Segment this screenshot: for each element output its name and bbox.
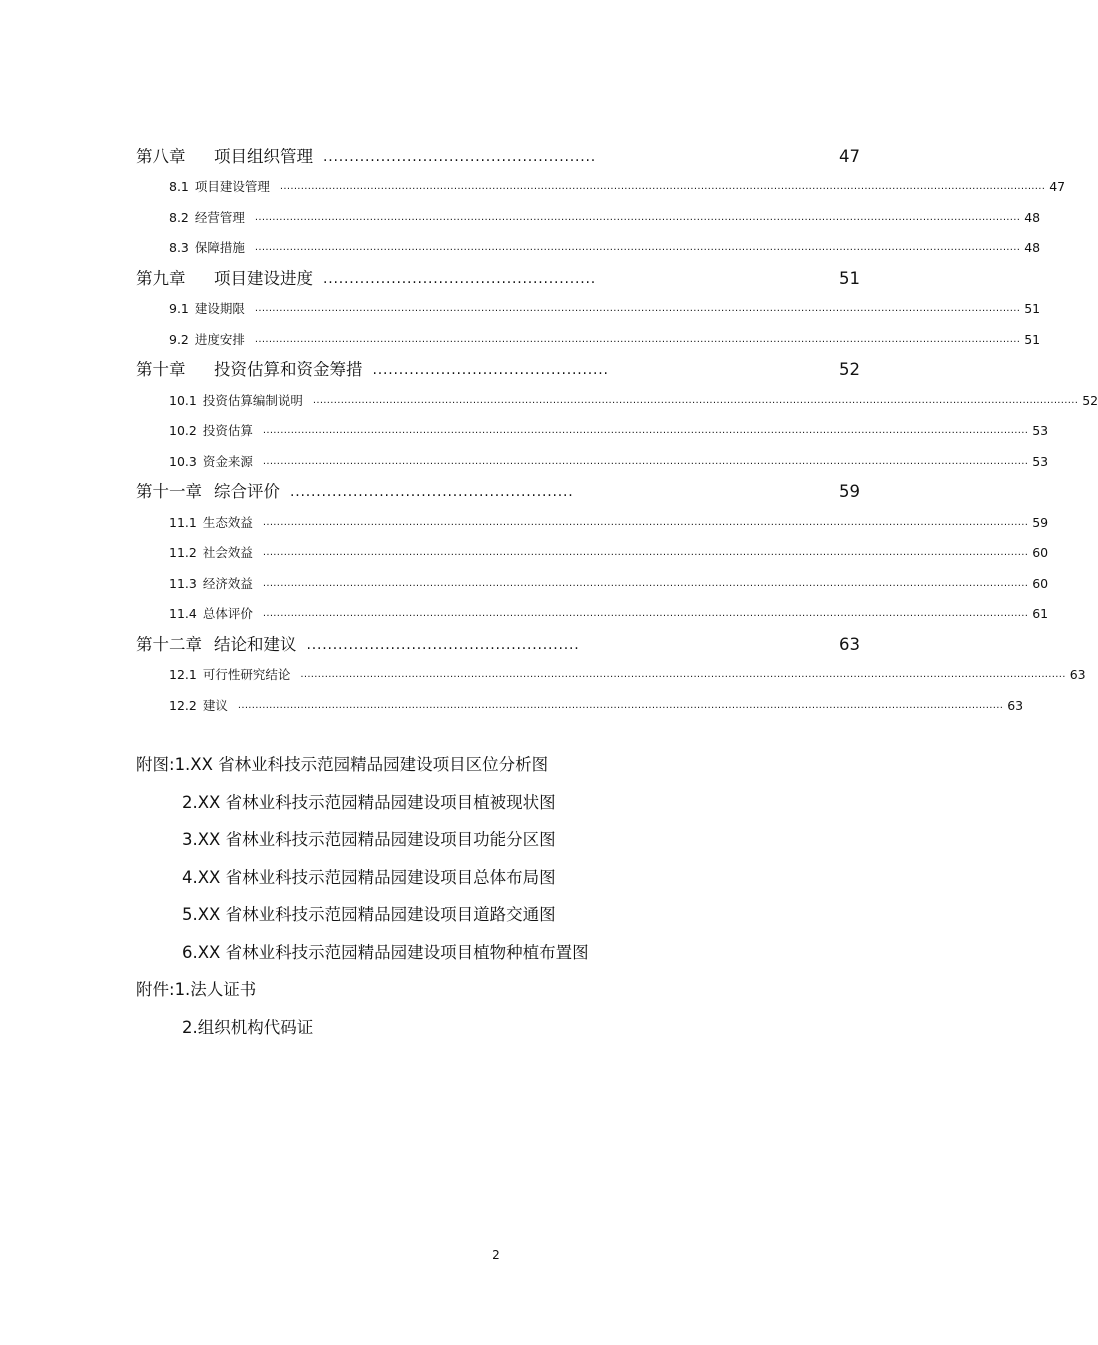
toc-entry-title: 社会效益 [202, 545, 253, 560]
toc-entry-number: 11.2 [169, 545, 197, 560]
toc-entry-title: 综合评价 [214, 482, 280, 501]
toc-entry-title: 投资估算编制说明 [202, 392, 303, 408]
toc-entry-title: 项目组织管理 [214, 146, 313, 166]
toc-entry-page: 51 [1024, 301, 1041, 316]
toc-entry-number: 11.3 [169, 575, 197, 591]
toc-section-entry[interactable] [136, 446, 1049, 477]
toc-section-entry[interactable] [136, 233, 1041, 264]
toc-leader-dots: ............................................................................................................................................................................................................................ [262, 516, 1029, 528]
toc-leader-dots: .................................................... [323, 148, 597, 165]
appendix-item-text: 2.XX 省林业科技示范园精品园建设项目植被现状图 [182, 792, 556, 812]
toc-entry-page: 60 [1032, 575, 1049, 591]
toc-entry-number: 12.2 [169, 697, 197, 713]
toc-entry-title: 建议 [202, 697, 228, 713]
toc-section-entry[interactable] [136, 416, 1049, 447]
appendix-item-text: 1.法人证书 [174, 980, 257, 999]
toc-section-entry[interactable] [136, 385, 1098, 416]
appendix-label: 附图: [136, 755, 175, 774]
appendix-attachment-item [136, 973, 836, 1011]
appendix-figure-item [136, 823, 836, 861]
appendix-item-text: 3.XX 省林业科技示范园精品园建设项目功能分区图 [182, 830, 556, 849]
toc-leader-dots: ............................................................................................................................................................................................................................ [254, 211, 1021, 223]
toc-entry-number: 11.4 [169, 606, 197, 621]
toc-section-entry[interactable] [136, 507, 1049, 538]
toc-entry-page: 63 [1007, 697, 1024, 713]
toc-section-entry[interactable] [136, 568, 1049, 599]
toc-entry-title: 保障措施 [194, 240, 245, 255]
toc-leader-dots: ............................................................................................................................................................................................................................ [300, 669, 1066, 680]
toc-entry-page: 61 [1032, 606, 1049, 621]
toc-section-entry[interactable] [136, 660, 1086, 691]
appendix-figure-item [136, 898, 836, 936]
toc-entry-title: 资金来源 [202, 453, 253, 469]
toc-leader-dots: ............................................................................................................................................................................................................................ [237, 699, 1004, 711]
toc-entry-number: 第十章 [136, 360, 186, 379]
toc-chapter-entry[interactable] [136, 263, 860, 294]
appendix-label: 附件: [136, 980, 175, 999]
toc-chapter-entry[interactable] [136, 355, 860, 386]
toc-entry-title: 项目建设管理 [194, 179, 270, 194]
toc-entry-title: 建设期限 [194, 301, 245, 316]
toc-leader-dots: ............................................................................................................................................................................................................................ [262, 577, 1029, 589]
toc-entry-number: 8.3 [169, 240, 189, 255]
toc-entry-title: 经济效益 [202, 575, 253, 591]
toc-entry-page: 47 [1049, 179, 1066, 194]
toc-leader-dots: ............................................................................................................................................................................................................................ [254, 333, 1021, 345]
toc-entry-number: 12.1 [169, 667, 197, 682]
toc-entry-title: 投资估算和资金筹措 [214, 360, 363, 379]
toc-leader-dots: ............................................................................................................................................................................................................................ [312, 394, 1079, 406]
toc-chapter-entry[interactable] [136, 477, 860, 508]
toc-entry-number: 8.1 [169, 179, 189, 194]
toc-leader-dots: ............................................................................................................................................................................................................................ [254, 303, 1021, 314]
toc-entry-page: 48 [1024, 209, 1041, 225]
toc-entry-page: 59 [839, 482, 860, 501]
toc-entry-page: 63 [1069, 667, 1086, 682]
toc-entry-title: 项目建设进度 [214, 268, 313, 288]
toc-leader-dots: ............................................................................................................................................................................................................................ [262, 608, 1029, 619]
toc-section-entry[interactable] [136, 324, 1041, 355]
appendix-item-text: 1.XX 省林业科技示范园精品园建设项目区位分析图 [174, 755, 549, 774]
table-of-contents [136, 141, 1098, 721]
toc-entry-number: 第十一章 [136, 482, 202, 501]
toc-entry-page: 51 [839, 268, 860, 288]
toc-entry-number: 第十二章 [136, 634, 202, 654]
toc-leader-dots: ............................................................................................................................................................................................................................ [279, 181, 1046, 192]
toc-leader-dots: ............................................................................................................................................................................................................................ [254, 242, 1021, 253]
toc-leader-dots: ............................................................................................................................................................................................................................ [262, 425, 1029, 436]
toc-entry-page: 47 [839, 146, 860, 166]
toc-chapter-entry[interactable] [136, 141, 860, 172]
toc-entry-title: 总体评价 [202, 606, 253, 621]
toc-section-entry[interactable] [136, 202, 1041, 233]
toc-entry-number: 9.1 [169, 301, 189, 316]
toc-entry-page: 51 [1024, 331, 1041, 347]
toc-entry-page: 53 [1032, 453, 1049, 469]
toc-entry-title: 生态效益 [202, 514, 253, 530]
toc-entry-number: 第八章 [136, 146, 186, 166]
appendix-item-text: 6.XX 省林业科技示范园精品园建设项目植物种植布置图 [182, 942, 589, 962]
appendix-list [136, 748, 836, 1048]
toc-section-entry[interactable] [136, 538, 1049, 569]
appendix-item-text: 5.XX 省林业科技示范园精品园建设项目道路交通图 [182, 905, 556, 924]
toc-entry-title: 经营管理 [194, 209, 245, 225]
toc-section-entry[interactable] [136, 172, 1066, 203]
toc-section-entry[interactable] [136, 599, 1049, 630]
toc-leader-dots: .................................................... [323, 270, 597, 287]
toc-entry-page: 60 [1032, 545, 1049, 560]
toc-entry-title: 结论和建议 [214, 634, 297, 654]
toc-entry-number: 10.2 [169, 423, 197, 438]
toc-entry-number: 10.1 [169, 392, 197, 408]
toc-entry-number: 11.1 [169, 514, 197, 530]
toc-entry-page: 59 [1032, 514, 1049, 530]
appendix-figure-item [136, 748, 836, 786]
toc-leader-dots: ............................................. [372, 362, 609, 378]
toc-entry-title: 可行性研究结论 [202, 667, 291, 682]
toc-entry-page: 52 [1082, 392, 1098, 408]
toc-entry-page: 48 [1024, 240, 1041, 255]
toc-entry-number: 8.2 [169, 209, 189, 225]
appendix-figure-item [136, 936, 836, 974]
toc-entry-title: 投资估算 [202, 423, 253, 438]
toc-leader-dots: ............................................................................................................................................................................................................................ [262, 547, 1029, 558]
toc-entry-number: 10.3 [169, 453, 197, 469]
page-number: 2 [492, 1248, 500, 1262]
toc-entry-number: 9.2 [169, 331, 189, 347]
appendix-attachment-item [136, 1011, 836, 1049]
toc-entry-page: 63 [839, 634, 860, 654]
toc-entry-number: 第九章 [136, 268, 186, 288]
appendix-figure-item [136, 786, 836, 824]
appendix-figure-item [136, 861, 836, 899]
toc-leader-dots: ............................................................................................................................................................................................................................ [262, 455, 1029, 467]
toc-section-entry[interactable] [136, 690, 1024, 721]
toc-section-entry[interactable] [136, 294, 1041, 325]
toc-entry-title: 进度安排 [194, 331, 245, 347]
toc-entry-page: 53 [1032, 423, 1049, 438]
appendix-item-text: 4.XX 省林业科技示范园精品园建设项目总体布局图 [182, 867, 556, 887]
appendix-item-text: 2.组织机构代码证 [182, 1017, 314, 1037]
toc-entry-page: 52 [839, 360, 860, 379]
toc-leader-dots: ...................................................... [290, 484, 574, 500]
toc-leader-dots: .................................................... [306, 636, 580, 653]
toc-chapter-entry[interactable] [136, 629, 860, 660]
